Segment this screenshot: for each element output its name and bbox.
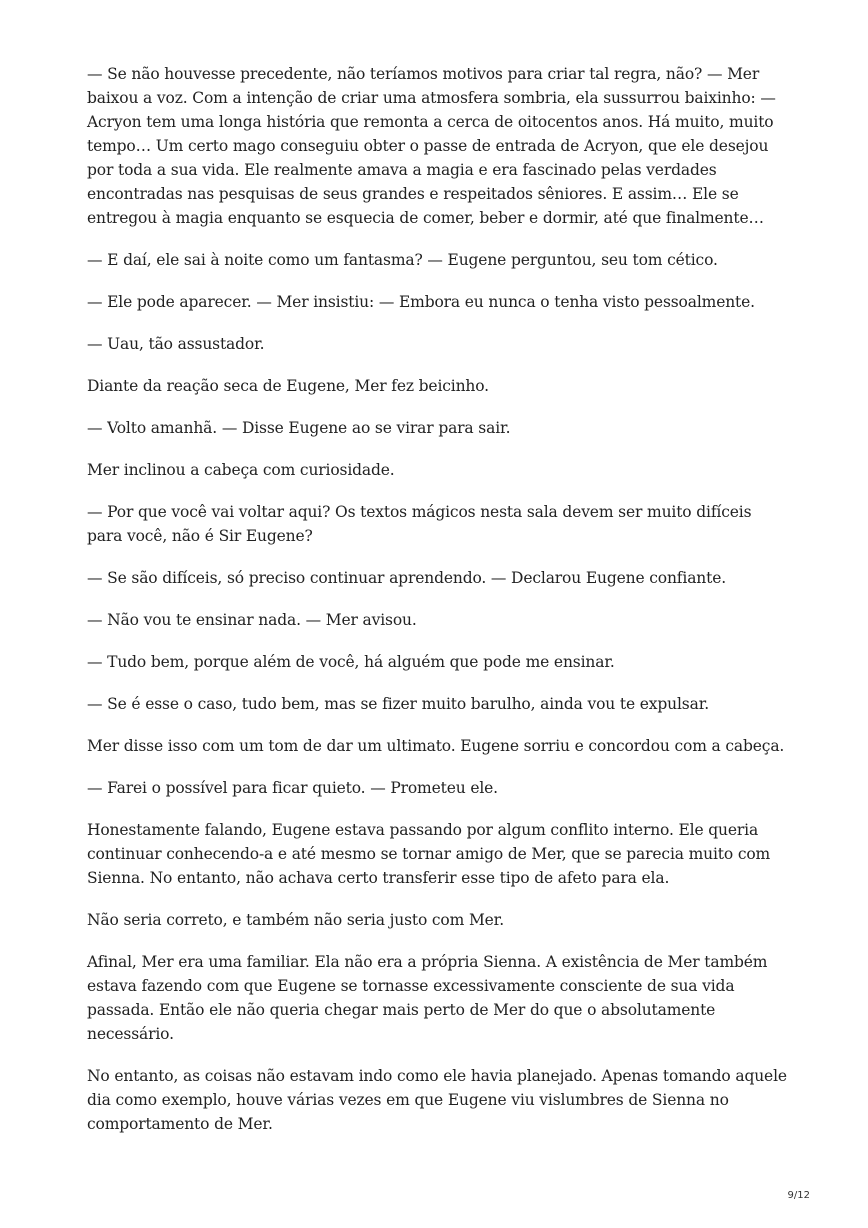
paragraph: — Farei o possível para ficar quieto. — Prometeu ele. [87,779,498,797]
paragraph: — Se é esse o caso, tudo bem, mas se fizer muito barulho, ainda vou te expulsar. [87,695,710,713]
paragraph: Honestamente falando, Eugene estava passando por algum conflito interno. Ele queria continuar conhecendo-a e até mesmo se tornar amigo de Mer, que se parecia muito com Sienna. No entanto, não achava certo transferir esse tipo de afeto para ela. [87,821,771,887]
paragraph: — Tudo bem, porque além de você, há alguém que pode me ensinar. [87,653,615,671]
paragraph: — Por que você vai voltar aqui? Os textos mágicos nesta sala devem ser muito difíceis para você, não é Sir Eugene? [87,503,752,545]
paragraph: — Uau, tão assustador. [87,335,265,353]
paragraph: — Se não houvesse precedente, não teríamos motivos para criar tal regra, não? — Mer baixou a voz. Com a intenção de criar uma atmosfera sombria, ela sussurrou baixinho: — Acryon tem uma longa história que remonta a cerca de oitocentos anos. Há muito, muito tempo… Um certo mago conseguiu obter o passe de entrada de Acryon, que ele desejou por toda a sua vida. Ele realmente amava a magia e era fascinado pelas verdades encontradas nas pesquisas de seus grandes e respeitados sêniores. E assim… Ele se entregou à magia enquanto se esquecia de comer, beber e dormir, até que finalmente… [87,65,776,227]
paragraph: — Volto amanhã. — Disse Eugene ao se virar para sair. [87,419,511,437]
paragraph: — E daí, ele sai à noite como um fantasma? — Eugene perguntou, seu tom cético. [87,251,718,269]
paragraph: Afinal, Mer era uma familiar. Ela não era a própria Sienna. A existência de Mer também estava fazendo com que Eugene se tornasse excessivamente consciente de sua vida passada. Então ele não queria chegar mais perto de Mer do que o absolutamente necessário. [87,953,768,1043]
paragraph: — Ele pode aparecer. — Mer insistiu: — Embora eu nunca o tenha visto pessoalmente. [87,293,755,311]
paragraph: Mer disse isso com um tom de dar um ultimato. Eugene sorriu e concordou com a cabeça. [87,737,785,755]
page-number: 9/12 [787,1190,810,1201]
paragraph: Não seria correto, e também não seria justo com Mer. [87,911,505,929]
document-body [87,62,787,1154]
paragraph: Diante da reação seca de Eugene, Mer fez beicinho. [87,377,489,395]
paragraph: No entanto, as coisas não estavam indo como ele havia planejado. Apenas tomando aquele dia como exemplo, houve várias vezes em que Eugene viu vislumbres de Sienna no comportamento de Mer. [87,1067,787,1133]
paragraph: Mer inclinou a cabeça com curiosidade. [87,461,395,479]
paragraph: — Não vou te ensinar nada. — Mer avisou. [87,611,417,629]
paragraph: — Se são difíceis, só preciso continuar aprendendo. — Declarou Eugene confiante. [87,569,727,587]
